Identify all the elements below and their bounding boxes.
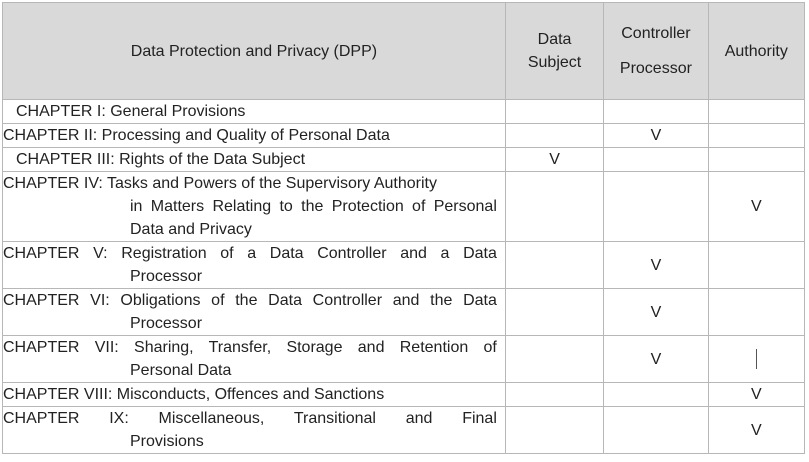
chapter-title: CHAPTER I: General Provisions [16, 103, 246, 120]
data-subject-cell [505, 172, 603, 242]
table-row [3, 100, 805, 124]
controller-cell [604, 407, 708, 454]
data-subject-cell [505, 124, 603, 148]
header-processor-label: Processor [619, 60, 692, 77]
chapter-title: CHAPTER IV: Tasks and Powers of the Supervisory Authority [3, 175, 437, 192]
chapter-cell [3, 242, 506, 289]
data-subject-cell [505, 100, 603, 124]
data-subject-cell [505, 242, 603, 289]
authority-cell: V [708, 407, 804, 454]
authority-cell: V [708, 172, 804, 242]
data-subject-cell [505, 336, 603, 383]
chapter-title: CHAPTER III: Rights of the Data Subject [16, 151, 306, 168]
header-authority-label: Authority [724, 42, 788, 60]
table-row [3, 172, 805, 242]
chapter-cell [3, 407, 506, 454]
chapter-cell [3, 336, 506, 383]
controller-cell: V [604, 124, 708, 148]
chapter-title-cont: Processor [130, 315, 203, 332]
authority-cell [708, 148, 804, 172]
controller-cell: V [604, 336, 708, 383]
authority-cell [708, 100, 804, 124]
table-row [3, 407, 805, 454]
table-row [3, 242, 805, 289]
controller-cell [604, 100, 708, 124]
authority-cell [708, 124, 804, 148]
chapter-title-cont: Processor [130, 268, 203, 285]
chapter-title-cont: in Matters Relating to the Protection of Personal Data and Privacy [130, 198, 497, 238]
controller-cell [604, 148, 708, 172]
chapter-title-cont: Provisions [130, 433, 204, 450]
header-title: Data Protection and Privacy (DPP) [3, 3, 506, 100]
chapter-title: CHAPTER VI: Obligations of the Data Controller and the Data [3, 292, 497, 309]
dpp-table [2, 2, 805, 454]
chapter-title: CHAPTER II: Processing and Quality of Personal Data [3, 127, 390, 144]
chapter-title: CHAPTER VII: Sharing, Transfer, Storage and Retention of [3, 339, 497, 356]
data-subject-cell [505, 407, 603, 454]
data-subject-cell [505, 289, 603, 336]
authority-cell [708, 336, 804, 383]
chapter-cell [3, 124, 506, 148]
controller-cell [604, 383, 708, 407]
chapter-cell [3, 148, 506, 172]
authority-cell [708, 242, 804, 289]
authority-cell [708, 289, 804, 336]
header-controller-label: Controller [621, 25, 691, 42]
header-data-subject-label: Data Subject [527, 31, 582, 71]
data-subject-cell [505, 383, 603, 407]
data-subject-cell: V [505, 148, 603, 172]
chapter-cell [3, 289, 506, 336]
table-row [3, 148, 805, 172]
chapter-title: CHAPTER VIII: Misconducts, Offences and Sanctions [3, 386, 385, 403]
controller-cell: V [604, 289, 708, 336]
vertical-bar-mark [756, 349, 757, 369]
header-controller-processor [604, 3, 708, 100]
header-authority [708, 3, 804, 100]
chapter-title-cont: Personal Data [130, 362, 232, 379]
table-row [3, 124, 805, 148]
chapter-title: CHAPTER IX: Miscellaneous, Transitional and Final [3, 410, 497, 427]
chapter-cell [3, 383, 506, 407]
authority-cell: V [708, 383, 804, 407]
chapter-cell [3, 100, 506, 124]
chapter-title: CHAPTER V: Registration of a Data Controller and a Data [3, 245, 497, 262]
header-data-subject [505, 3, 603, 100]
controller-cell: V [604, 242, 708, 289]
table-row [3, 383, 805, 407]
table-row [3, 336, 805, 383]
table-row [3, 289, 805, 336]
controller-cell [604, 172, 708, 242]
chapter-cell [3, 172, 506, 242]
